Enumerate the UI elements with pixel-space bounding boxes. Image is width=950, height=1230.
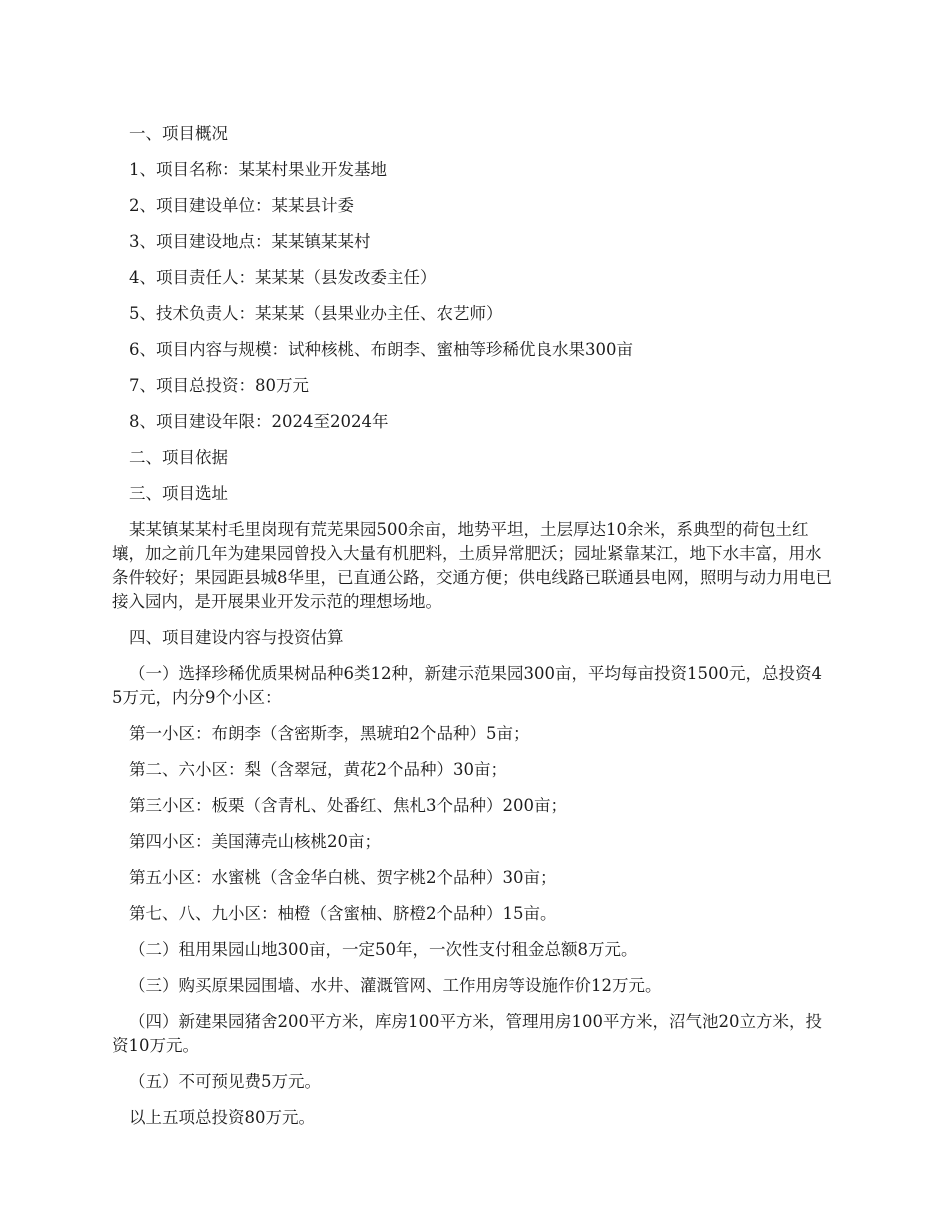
investment-item-1: （一）选择珍稀优质果树品种6类12种，新建示范果园300亩，平均每亩投资1500元，总投资45万元，内分9个小区： [112, 664, 822, 707]
item-content-scale: 6、项目内容与规模：试种核桃、布朗李、蜜柚等珍稀优良水果300亩 [129, 340, 633, 359]
item-total-investment: 7、项目总投资：80万元 [129, 376, 309, 395]
item-technical-leader: 5、技术负责人：某某某（县果业办主任、农艺师） [129, 304, 503, 323]
item-construction-period: 8、项目建设年限：2024至2024年 [129, 412, 389, 431]
item-construction-site: 3、项目建设地点：某某镇某某村 [129, 232, 371, 251]
section-heading-basis: 二、项目依据 [129, 448, 228, 467]
item-project-leader: 4、项目责任人：某某某（县发改委主任） [129, 268, 437, 287]
section-heading-site-selection: 三、项目选址 [129, 484, 228, 503]
investment-total-summary: 以上五项总投资80万元。 [129, 1108, 315, 1127]
investment-item-3: （三）购买原果园围墙、水井、灌溉管网、工作用房等设施作价12万元。 [129, 976, 662, 995]
site-description-paragraph: 某某镇某某村毛里岗现有荒芜果园500余亩，地势平坦，土层厚达10余米，系典型的荷包土红壤，加之前几年为建果园曾投入大量有机肥料，土质异常肥沃；园址紧靠某江，地下水丰富，用水条件较好；果园距县城8华里，已直通公路，交通方便；供电线路已联通县电网，照明与动力用电已接入园内，是开展果业开发示范的理想场地。 [112, 520, 832, 611]
section-heading-overview: 一、项目概况 [129, 124, 228, 143]
investment-item-5: （五）不可预见费5万元。 [129, 1072, 321, 1091]
subzone-5: 第五小区：水蜜桃（含金华白桃、贺字桃2个品种）30亩； [129, 868, 557, 887]
subzone-1: 第一小区：布朗李（含密斯李，黑琥珀2个品种）5亩； [129, 724, 530, 743]
subzone-3: 第三小区：板栗（含青札、处番红、焦札3个品种）200亩； [129, 796, 567, 815]
item-construction-unit: 2、项目建设单位：某某县计委 [129, 196, 354, 215]
subzone-7-8-9: 第七、八、九小区：柚橙（含蜜柚、脐橙2个品种）15亩。 [129, 904, 557, 923]
subzone-2-6: 第二、六小区：梨（含翠冠，黄花2个品种）30亩； [129, 760, 507, 779]
investment-item-4: （四）新建果园猪舍200平方米，库房100平方米，管理用房100平方米，沼气池20立方米，投资10万元。 [112, 1012, 822, 1055]
item-project-name: 1、项目名称：某某村果业开发基地 [129, 160, 387, 179]
investment-item-2: （二）租用果园山地300亩，一定50年，一次性支付租金总额8万元。 [129, 940, 638, 959]
subzone-4: 第四小区：美国薄壳山核桃20亩； [129, 832, 381, 851]
document-body [112, 122, 832, 1142]
section-heading-content-investment: 四、项目建设内容与投资估算 [129, 628, 344, 647]
